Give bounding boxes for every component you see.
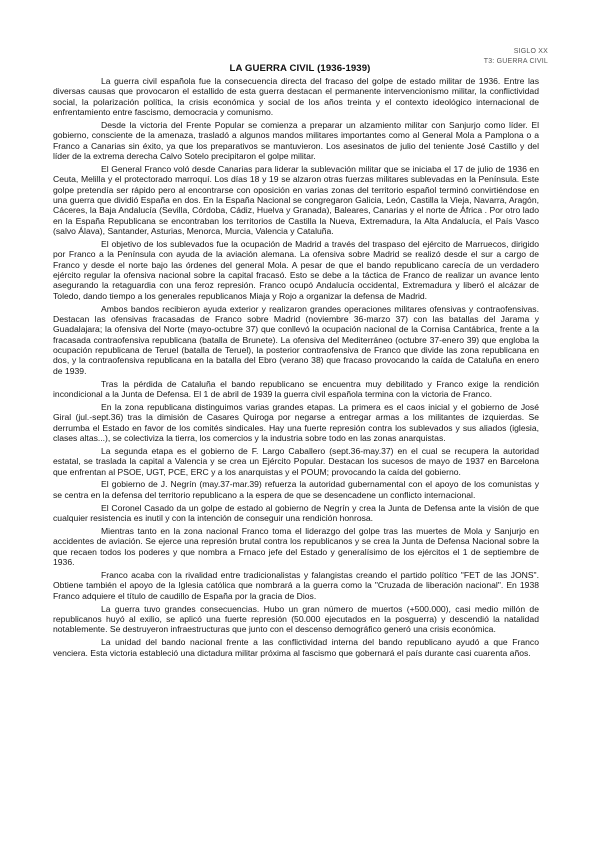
document-title: LA GUERRA CIVIL (1936-1939)	[229, 63, 371, 74]
document-body	[53, 76, 539, 661]
paragraph: En la zona republicana distinguimos varias grandes etapas. La primera es el caos inicial y el gobierno de José Giral (jul.-sept.36) tras la dimisión de Casares Quiroga por negarse a entregar armas a los militantes de izquierdas. Se derrumba el Estado en favor de los comités sindicales. Hay una fuerte represión contra los sublevados y sus aliados (iglesia, clases altas...), se colectiviza la tierra, los comercios y la industria sobre todo en las zonas anarquistas.	[53, 401, 539, 443]
paragraph: Tras la pérdida de Cataluña el bando republicano se encuentra muy debilitado y Franco exige la rendición incondicional a la Junta de Defensa. El 1 de abril de 1939 la guerra civil española termina con la victoria de Franco.	[53, 378, 539, 399]
paragraph: La segunda etapa es el gobierno de F. Largo Caballero (sept.36-may.37) en el cual se recupera la autoridad estatal, se traslada la capital a Valencia y se crea un Ejército Popular. Destacan los sucesos de mayo de 1937 en Barcelona que enfrentan al PSOE, UGT, PCE, ERC y a los anarquistas y el POUM; provocando la caída del gobierno.	[53, 445, 539, 477]
paragraph: El Coronel Casado da un golpe de estado al gobierno de Negrín y crea la Junta de Defensa ante la visión de que cualquier resistencia es inutil y con la intención de conseguir una rendición honrosa.	[53, 502, 539, 524]
paragraph: El General Franco voló desde Canarias para liderar la sublevación militar que se iniciaba el 17 de julio de 1936 en Ceuta, Melilla y el protectorado marroquí. Los días 18 y 19 se alzaron otras fuerzas militares sublevadas en la Península. Este golpe pretendía ser rápido pero al encontrarse con oposición en varias zonas del territorio español terminó convirtiéndose en una guerra que dividió España en dos. En la España Nacional se congregaron Galicia, León, Castilla la Vieja, Navarra, Aragón, Cáceres, la Baja Andalucía (Sevilla, Córdoba, Cádiz, Huelva y Granada), Baleares, Canarias y el norte de África . Por otro lado en la España Republicana se encontraban los territorios de Castilla la Nueva, Extremadura, la Alta Andalucía, el País Vasco (salvo Álava), Santander, Asturias, Menorca, Murcia, Valencia y Cataluña.	[53, 163, 539, 236]
paragraph: La guerra tuvo grandes consecuencias. Hubo un gran número de muertos (+500.000), casi medio millón de republicanos huyó al exilio, se aplicó una fuerte represión (50.000 ejecutados en la posguerra) y descendió la natalidad notablemente. Se destruyeron infraestructuras que junto con el descenso demográfico generó una crisis económica.	[53, 603, 539, 635]
paragraph: El gobierno de J. Negrín (may.37-mar.39) refuerza la autoridad gubernamental con el apoyo de los comunistas y se centra en la defensa del territorio republicano a la espera de que se desencadene un conflicto internacional.	[53, 479, 539, 500]
paragraph: El objetivo de los sublevados fue la ocupación de Madrid a través del traspaso del ejército de Marruecos, dirigido por Franco a la Península con ayuda de la aviación alemana. La ofensiva sobre Madrid se realizó desde el sur a cargo de Franco y desde el norte bajo las órdenes del general Mola. A pesar de que el bando republicano carecía de un verdadero ejército regular la ofensiva nacional sobre la capital fracasó. Esto se debe a la táctica de Franco de realizar un avance lento asegurando la retaguardia con una feroz represión. Franco ocupó Andalucía occidental, Extremadura y liberó el alcázar de Toledo, dando tiempo a los generales republicanos Miaja y Rojo a organizar la defensa de Madrid.	[53, 238, 539, 301]
paragraph: La guerra civil española fue la consecuencia directa del fracaso del golpe de estado militar de 1936. Entre las diversas causas que provocaron el estallido de esta guerra destacan el permanente intervencionismo militar, la conflictividad social, la polarización política, la crisis económica y social de los años treinta y el contexto ideológico internacional de enfrentamiento entre fascismo, democracia y comunismo.	[53, 76, 539, 118]
paragraph: Ambos bandos recibieron ayuda exterior y realizaron grandes operaciones militares ofensivas y contraofensivas. Destacan las ofensivas fracasadas de Franco sobre Madrid (noviembre 36-marzo 37) con las batallas del Jarama y Guadalajara; la ofensiva del Norte (mayo-octubre 37) que conllevó la ocupación nacional de la Cornisa Cantábrica, frente a la fracasada contraofensiva republicana (batalla de Brunete). La ofensiva del Mediterráneo (octubre 37-enero 39) que engloba la ocupación republicana de Teruel (batalla de Teruel), la posterior contraofensiva de Franco que divide las zona republicana en dos, y la contraofensiva republicana en la batalla del Ebro (verano 38) que fracaso provocando la caída de Cataluña en enero de 1939.	[53, 303, 539, 376]
paragraph: Desde la victoria del Frente Popular se comienza a preparar un alzamiento militar con Sanjurjo como líder. El gobierno, consciente de la amenaza, trasladó a algunos mandos militares importantes como al General Mola a Pamplona o a Franco a Canarias sin éxito, ya que los preparativos se mantuvieron. Los asesinatos de julio del teniente José Castillo y del líder de la extrema derecha Calvo Sotelo precipitaron el golpe militar.	[53, 119, 539, 161]
paragraph: Franco acaba con la rivalidad entre tradicionalistas y falangistas creando el partido político "FET de las JONS". Obtiene también el apoyo de la Iglesia católica que nombrará a la guerra como la "Cruzada de liberación nacional". En 1938 Franco adquiere el título de caudillo de España por la gracia de Dios.	[53, 570, 539, 601]
header-course: SIGLO XX	[513, 48, 548, 55]
paragraph: Mientras tanto en la zona nacional Franco toma el liderazgo del golpe tras las muertes de Mola y Sanjurjo en accidentes de aviación. Se ejerce una represión brutal contra los republicanos y se crea la Junta de Defensa Nacional sobre la que recaen todos los poderes y que nombra a Frnaco jefe del Estado y generalísimo de los ejércitos el 1 de septiembre de 1936.	[53, 526, 539, 568]
header-topic: T3: GUERRA CIVIL	[483, 58, 548, 65]
paragraph: La unidad del bando nacional frente a las conflictividad interna del bando republicano ayudó a que Franco venciera. Esta victoria estableció una dictadura militar próxima al fascismo que gobernará el país durante casi cuarenta años.	[53, 637, 539, 658]
